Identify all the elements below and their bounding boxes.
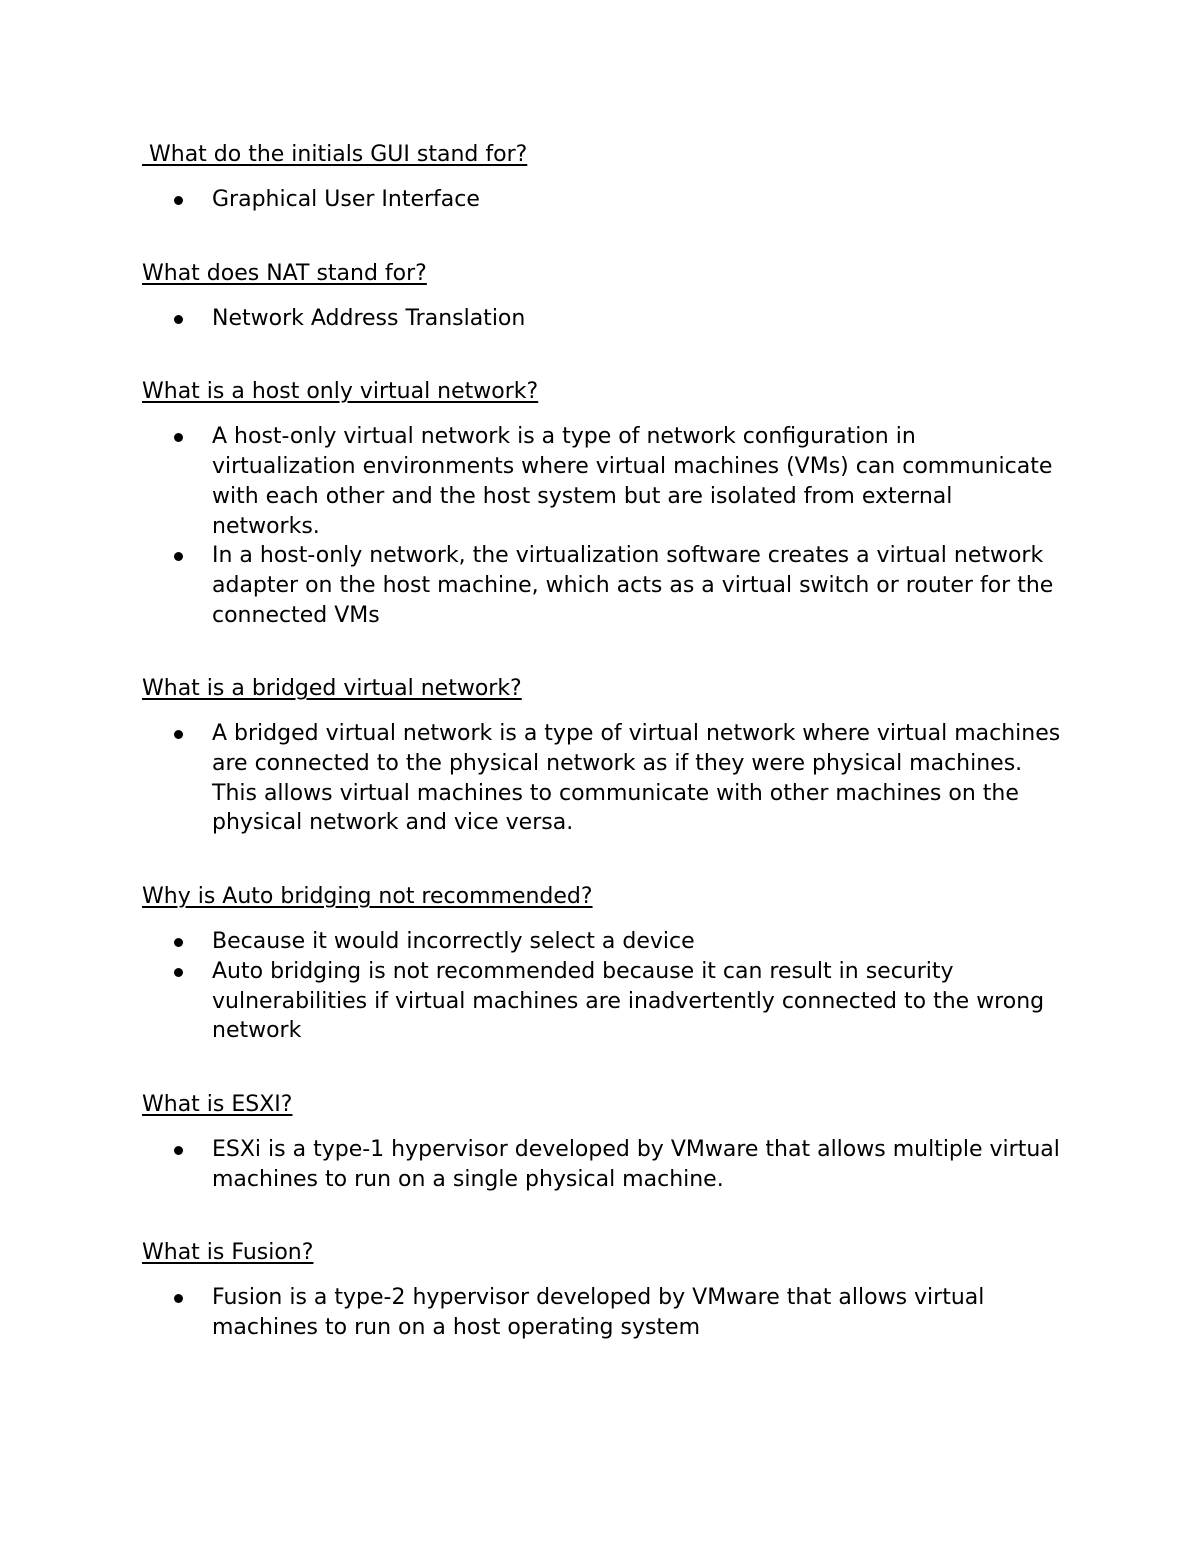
bullet-icon: [174, 552, 183, 561]
answer-item: [142, 541, 1062, 630]
answer-list: [142, 185, 1062, 215]
answer-list: [142, 304, 1062, 334]
answer-item: [142, 927, 1062, 957]
question-heading: What do the initials GUI stand for?: [142, 142, 528, 167]
qa-gui: [142, 140, 1062, 215]
qa-fusion: [142, 1238, 1062, 1342]
answer-text: Auto bridging is not recommended because it can result in security vulnerabilities if virtual machines are inadvertently connected to the wrong network: [212, 958, 1045, 1044]
bullet-icon: [174, 1294, 183, 1303]
answer-text: A bridged virtual network is a type of virtual network where virtual machines are connected to the physical network as if they were physical machines. This allows virtual machines to communicate with other machines on the physical network and vice versa.: [212, 721, 1061, 836]
answer-item: [142, 1135, 1062, 1194]
qa-bridged: [142, 674, 1062, 838]
question-heading: What is a host only virtual network?: [142, 379, 539, 405]
question-heading: Why is Auto bridging not recommended?: [142, 884, 593, 910]
bullet-icon: [174, 196, 183, 205]
answer-text: A host-only virtual network is a type of network configuration in virtualization environments where virtual machines (VMs) can communicate with each other and the host system but are isolated from external networks.: [212, 424, 1053, 539]
bullet-icon: [174, 433, 183, 442]
answer-text: Network Address Translation: [212, 305, 526, 331]
bullet-icon: [174, 968, 183, 977]
document-page: [142, 140, 1062, 1343]
answer-text: ESXi is a type-1 hypervisor developed by VMware that allows multiple virtual machines to run on a single physical machine.: [212, 1136, 1060, 1192]
bullet-icon: [174, 730, 183, 739]
answer-item: [142, 957, 1062, 1046]
answer-item: [142, 422, 1062, 541]
bullet-icon: [174, 938, 183, 947]
answer-text: Fusion is a type-2 hypervisor developed by VMware that allows virtual machines to run on a host operating system: [212, 1285, 985, 1341]
answer-list: [142, 422, 1062, 630]
answer-list: [142, 719, 1062, 838]
question-heading: What does NAT stand for?: [142, 260, 427, 286]
answer-item: [142, 185, 1062, 215]
question-heading: What is ESXI?: [142, 1091, 293, 1117]
qa-esxi: [142, 1090, 1062, 1194]
question-heading: What is a bridged virtual network?: [142, 676, 522, 702]
bullet-icon: [174, 1146, 183, 1155]
answer-list: [142, 1283, 1062, 1342]
answer-item: [142, 719, 1062, 838]
answer-item: [142, 304, 1062, 334]
answer-text: In a host-only network, the virtualization software creates a virtual network adapter on the host machine, which acts as a virtual switch or router for the connected VMs: [212, 543, 1054, 628]
question-heading: What is Fusion?: [142, 1240, 314, 1266]
qa-auto-bridging: [142, 882, 1062, 1046]
answer-text: Because it would incorrectly select a device: [212, 929, 695, 955]
answer-list: [142, 927, 1062, 1046]
answer-text: Graphical User Interface: [212, 187, 480, 212]
answer-item: [142, 1283, 1062, 1342]
bullet-icon: [174, 315, 183, 324]
answer-list: [142, 1135, 1062, 1194]
qa-nat: [142, 259, 1062, 334]
qa-host-only: [142, 377, 1062, 630]
